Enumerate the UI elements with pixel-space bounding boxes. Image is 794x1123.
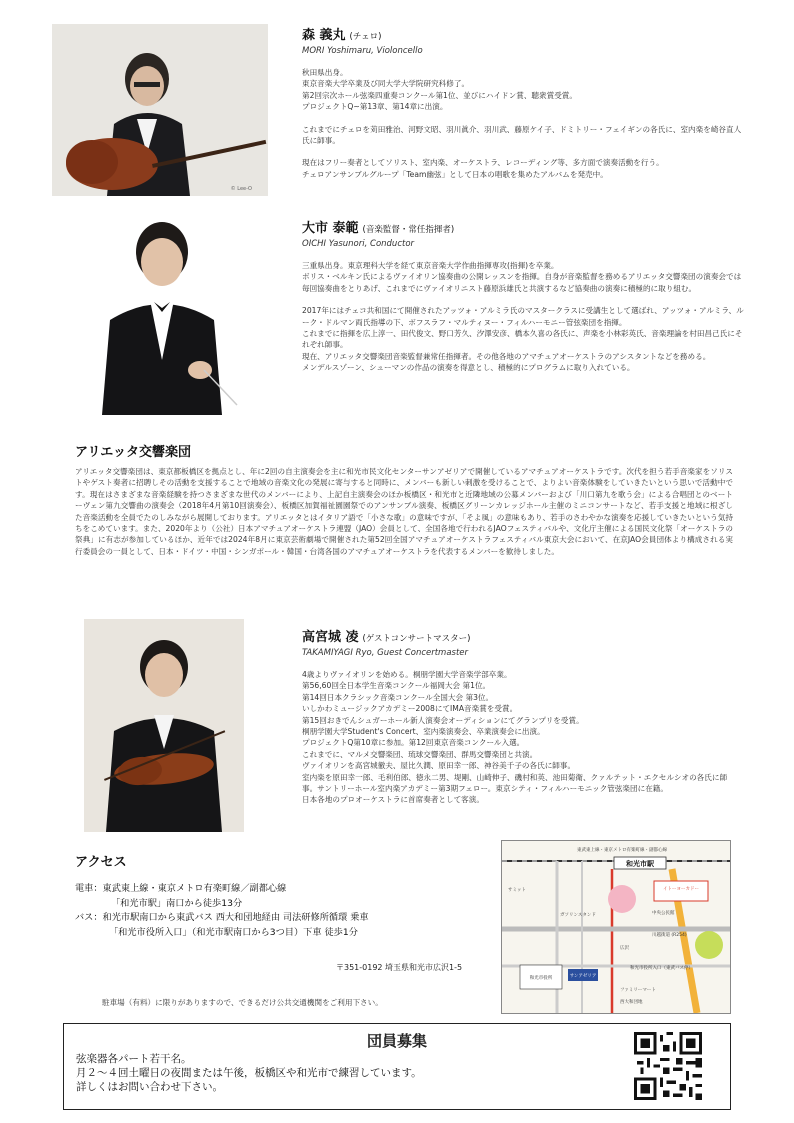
map-line-label: 東武東上線・東京メトロ有楽町線・副都心線 <box>577 848 667 853</box>
member-name: 森 義丸 (チェロ) <box>302 28 382 43</box>
member-role: (チェロ) <box>349 32 382 42</box>
access-directions <box>75 882 495 940</box>
cellist-photo <box>52 24 268 196</box>
map-label-sunazalea: サンアゼリア <box>569 974 597 979</box>
map-station-label: 和光市駅 <box>626 860 654 868</box>
map-label-kawagoe: 川越街道 (R254) <box>652 933 687 938</box>
parking-note: 駐車場（有料）に限りがありますので、できるだけ公共交通機関をご利用下さい。 <box>102 998 383 1007</box>
conductor-photo <box>92 210 242 415</box>
photo-credit: © Lee-O <box>230 186 252 192</box>
member-role: (音楽監督・常任指揮者) <box>362 225 455 235</box>
map-label-kominkan: 中央公民館 <box>652 911 675 916</box>
member-roman-name: MORI Yoshimaru, Violoncello <box>302 46 423 56</box>
map-label-hirosawa: 広沢 <box>620 946 629 951</box>
recruit-title: 団員募集 <box>366 1032 427 1050</box>
map-label-nishiyamato: 西大和団地 <box>620 1000 643 1005</box>
qr-code[interactable] <box>634 1032 702 1100</box>
bus-directions-detail: 「和光市役所入口」（和光市駅南口から3つ目）下車 徒歩1分 <box>109 926 358 938</box>
access-title: アクセス <box>75 855 127 870</box>
map-label-family: ファミリーマート <box>620 988 656 993</box>
member-roman-name: OICHI Yasunori, Conductor <box>302 239 415 249</box>
member-bio: 三重県出身。東京理科大学を経て東京音楽大学作曲指揮専攻(指揮)を卒業。 ボリス・ベルキン氏によるヴァイオリン協奏曲の公開レッスンを指揮。自身が音楽監督を務めるアリエッタ交響楽団の演奏会では毎回協奏曲をとりあげ、これまでにヴァイオリニスト藤原浜雄氏と共演するなど協奏曲の演奏に積極的に取り組む。 2017年にはチェコ共和国にて開催されたアッツォ・アルミラ氏のマスタークラスに受講生として選ばれ、アッツォ・アルミラ、ルーク・ドルマン両氏指導の下、ボフスラフ・マルティヌー・フィルハーモニー管弦楽団を指揮。 これまでに指揮を広上淳一、田代俊文、野口芳久、汐澤安彦、橋本久喜の各氏に、声楽を小林彩英氏、音楽理論を村田昌己氏にそれぞれ師事。 現在、アリエッタ交響楽団音楽監督兼常任指揮者。その他各地のアマチュアオーケストラのアシスタントなどを務める。 メンデルスゾーン、シューマンの作品の演奏を得意とし、積極的にプログラムに取り入れている。 <box>302 261 744 373</box>
member-bio: 4歳よりヴァイオリンを始める。桐朋学園大学音楽学部卒業。 第56,60回全日本学生音楽コンクール福岡大会 第1位。 第14回日本クラシック音楽コンクール全国大会 第3位。 いしかわミュージックアカデミー2008にてIMA音楽賞を受賞。 第15回おきでんシュガーホール新人演奏会オーディションにてグランプリを受賞。 桐朋学園大学Student's Concert、室内楽演奏会、卒業演奏会に出演。 プロジェクトQ第10章に参加。第12回東京音楽コンクール入選。 これまでに、マルメ交響楽団、琉球交響楽団、群馬交響楽団と共演。 ヴァイオリンを高宮城徹夫、屋比久潤、原田幸一郎、神谷美千子の各氏に師事。 室内楽を原田幸一郎、毛利伯郎、徳永二男、堤剛、山崎伸子、磯村和英、池田菊衛、クァルテット・エクセルシオの各氏に師事。サントリーホール室内楽アカデミー第3期フェロー。東京シティ・フィルハーモニック管弦楽団に在籍。 日本各地のプロオーケストラに首席奏者として客演。 <box>302 670 728 805</box>
recruit-details: 弦楽器各パート若干名。 月２～４回土曜日の夜間または午後，板橋区や和光市で練習しています。 詳しくはお問い合わせ下さい。 <box>76 1053 422 1093</box>
member-bio: 秋田県出身。 東京音楽大学卒業及び同大学大学院研究科修了。 第2回宗次ホール弦楽四重奏コンクール第1位、並びにハイドン賞、聴衆賞受賞。 プロジェクトQ~第13章、第14章に出演。 これまでにチェロを苅田雅治、河野文昭、羽川眞介、羽川武、藤原ケイ子、ドミトリー・フェイギンの各氏に、室内楽を崎谷直人氏に師事。 現在はフリー奏者としてソリスト、室内楽、オーケストラ、レコーディング等、多方面で演奏活動を行う。 チェロアンサンブルグループ「Team幽弦」として日本の唱歌を集めたアルバムを発売中。 <box>302 68 742 179</box>
map-label-busstop: 和光市役所入口（東武バス停） <box>630 966 693 971</box>
access-map <box>501 840 731 1014</box>
map-label-ito: イトーヨーカドー <box>663 887 699 892</box>
orchestra-title: アリエッタ交響楽団 <box>75 445 191 460</box>
train-directions: 電車：東武東上線・東京メトロ有楽町線／副都心線 <box>75 883 287 894</box>
map-label-summit: サミット <box>508 888 526 893</box>
map-label-cityhall: 和光市役所 <box>529 976 553 981</box>
member-role: (ゲストコンサートマスター) <box>362 634 471 644</box>
orchestra-description: アリエッタ交響楽団は、東京都板橋区を拠点とし、年に2回の自主演奏会を主に和光市民文化センターサンアゼリアで開催しているアマチュアオーケストラです。次代を担う若手音楽家をソリストやゲスト奏者に招聘しその活動を支援することで地域の音楽文化の発展に寄与すると同時に、メンバーも新しい刺激を受けることで、よりよい音楽体験をしていきたいという思いで活動中です。現在はさまざまな音楽経験を持つさまざまな世代のメンバーにより、上記自主演奏会のほか板橋区・和光市と近隣地域の公募メンバーおよび「川口第九を歌う会」による合唱団とのベートーヴェン第九交響曲の演奏会（2018年4月第10回演奏会）、板橋区加賀福祉園園祭でのアンサンブル演奏、板橋区グリーンカレッジホール主催のミニコンサートなど、若手支援と地域に根ざした音楽活動を全員でたのしみながら展開しております。アリエッタとはイタリア語で「小さな歌」の意味ですが、「そよ風」の意味もあり、若手のさわやかな演奏を応援していきたいという気持ちをこめています。また、2020年より（公社）日本アマチュアオーケストラ連盟（JAO）会員として、全国各地で行われるJAOフェスティバルや、文化庁主催による国民文化祭「オーケストラの祭典」に有志が参加しているほか、近年では2024年8月に東京芸術劇場で開催された第52回全国アマチュアオーケストラフェスティバル東京大会において、在京JAO会員団体より構成される実行委員会の一員として、日本・ドイツ・中国・シンガポール・韓国・台湾各国のアマチュアオーケストラを代表するメンバーを歓待しました。 <box>75 467 733 556</box>
member-name: 大市 泰範 (音楽監督・常任指揮者) <box>302 221 455 236</box>
train-directions-detail: 「和光市駅」南口から徒歩13分 <box>111 897 243 909</box>
bus-directions: バス：和光市駅南口から東武バス 西大和団地経由 司法研修所循環 乗車 <box>75 912 369 923</box>
map-label-gas: ガソリンスタンド <box>560 913 596 918</box>
address: 〒351-0192 埼玉県和光市広沢1-5 <box>336 963 463 972</box>
recruit-box <box>63 1023 731 1110</box>
violinist-photo <box>84 619 244 832</box>
member-name: 高宮城 凌 (ゲストコンサートマスター) <box>302 630 471 645</box>
member-roman-name: TAKAMIYAGI Ryo, Guest Concertmaster <box>302 648 469 658</box>
